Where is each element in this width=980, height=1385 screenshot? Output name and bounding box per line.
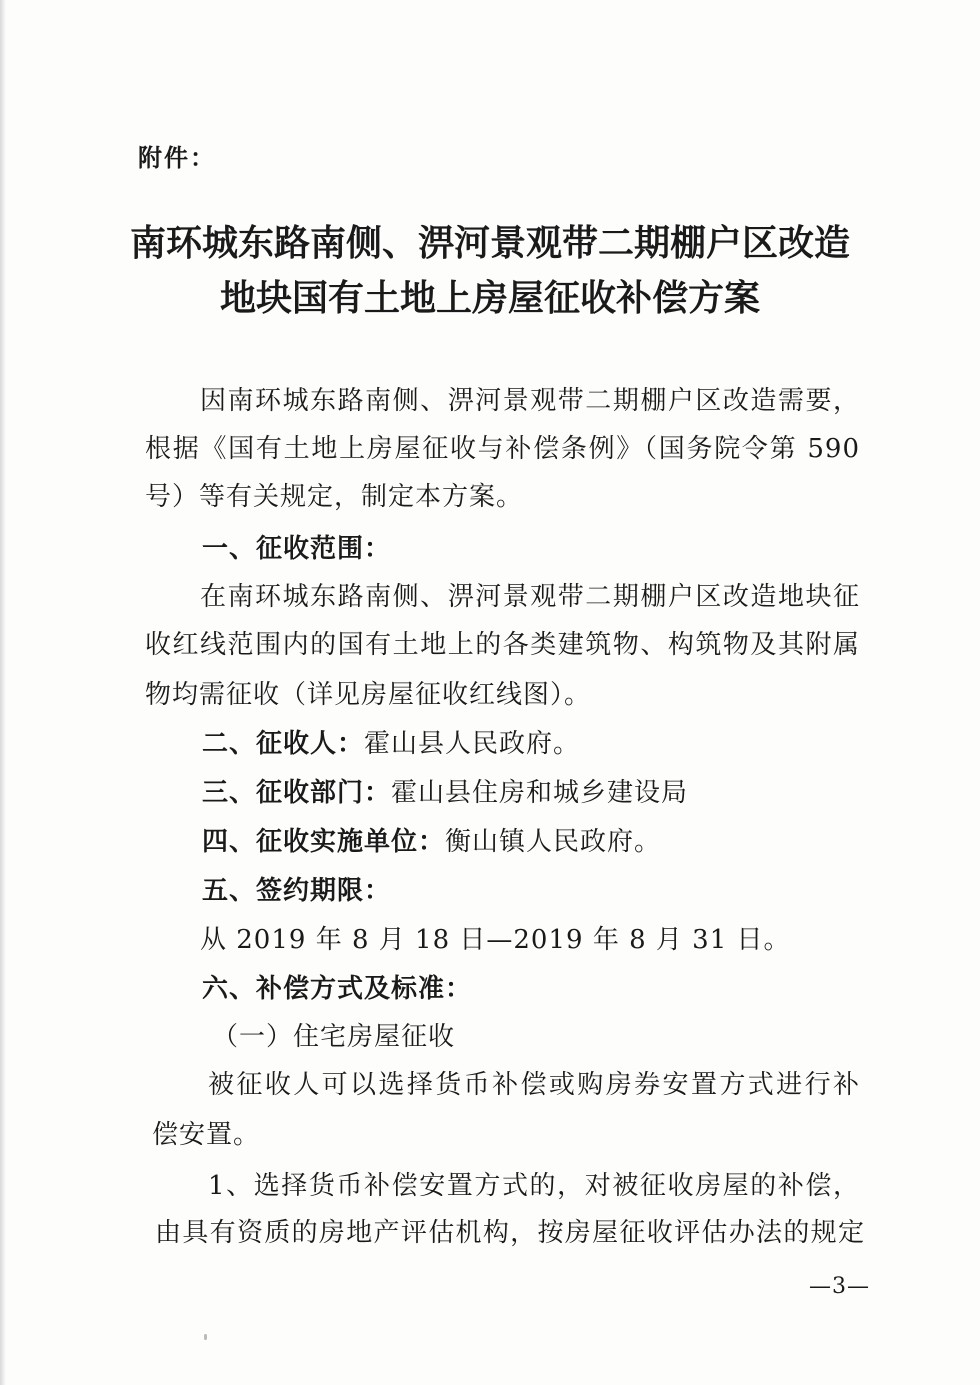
section-6-para-1-line-1: 被征收人可以选择货币补偿或购房券安置方式进行补	[208, 1070, 860, 1100]
document-title-line-1: 南环城东路南侧、淠河景观带二期棚户区改造	[129, 223, 850, 264]
section-1-label: 一、征收范围：	[202, 534, 392, 564]
section-3-value: 霍山县住房和城乡建设局	[391, 778, 689, 808]
section-4-label: 四、征收实施单位：	[202, 827, 446, 857]
page-number: —3—	[809, 1274, 870, 1299]
section-3-label: 三、征收部门：	[202, 778, 392, 808]
section-6-heading	[202, 976, 472, 1002]
scan-speck	[204, 1334, 207, 1340]
section-2-label: 二、征收人：	[202, 729, 365, 759]
section-6-subheading: （一）住宅房屋征收	[212, 1022, 456, 1052]
section-1-line-1: 在南环城东路南侧、淠河景观带二期棚户区改造地块征	[200, 582, 860, 612]
section-6-para-1-line-2: 偿安置。	[152, 1120, 261, 1150]
section-5-label: 五、签约期限：	[202, 876, 392, 906]
section-5-line-1: 从 2019 年 8 月 18 日—2019 年 8 月 31 日。	[200, 925, 791, 955]
section-4-value: 衡山镇人民政府。	[445, 827, 662, 857]
intro-line-1: 因南环城东路南侧、淠河景观带二期棚户区改造需要，	[200, 386, 860, 416]
document-title-line-2: 地块国有土地上房屋征收补偿方案	[219, 278, 760, 319]
section-1-line-3: 物均需征收（详见房屋征收红线图）。	[145, 680, 592, 710]
section-3-heading	[202, 780, 688, 806]
section-5-heading	[202, 878, 391, 904]
section-6-label: 六、补偿方式及标准：	[202, 974, 473, 1004]
intro-line-3: 号）等有关规定，制定本方案。	[145, 482, 524, 512]
attachment-label: 附件：	[138, 144, 216, 172]
section-4-heading	[202, 829, 661, 855]
section-2-heading	[202, 731, 580, 757]
section-1-line-2: 收红线范围内的国有土地上的各类建筑物、构筑物及其附属	[145, 630, 860, 660]
section-2-value: 霍山县人民政府。	[364, 729, 581, 759]
section-6-para-2-line-2: 由具有资质的房地产评估机构，按房屋征收评估办法的规定	[155, 1218, 865, 1248]
section-6-para-2-line-1: 1、选择货币补偿安置方式的，对被征收房屋的补偿，	[208, 1171, 860, 1201]
intro-line-2: 根据《国有土地上房屋征收与补偿条例》（国务院令第 590	[145, 434, 860, 464]
page-edge-shadow	[0, 0, 6, 1385]
section-1-heading	[202, 536, 391, 562]
